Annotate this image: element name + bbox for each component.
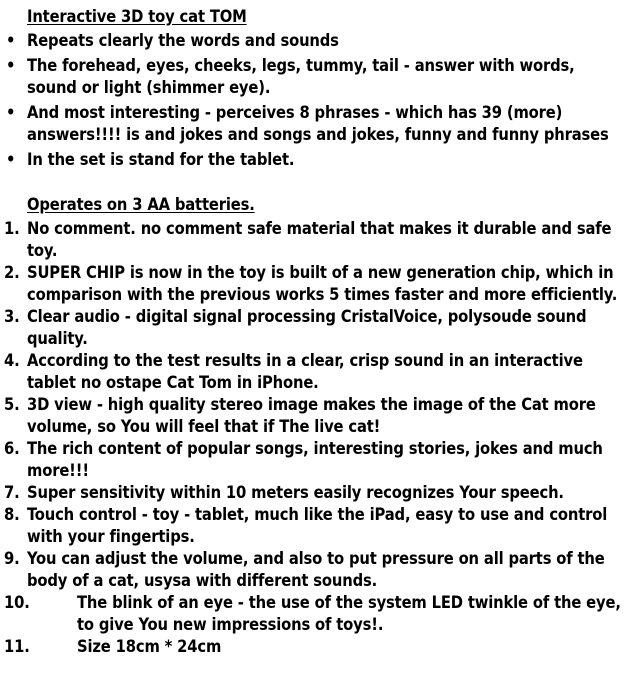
item-text: Touch control - toy - tablet, much like the iPad, easy to use and control with your fingertips. bbox=[27, 505, 608, 546]
item-number: 6. bbox=[4, 439, 20, 458]
item-number: 5. bbox=[4, 395, 20, 414]
list-item bbox=[4, 262, 622, 306]
item-number: 11. bbox=[4, 637, 30, 656]
item-text: The blink of an eye - the use of the system LED twinkle of the eye, to give You new impressions of toys!. bbox=[77, 593, 621, 634]
list-item: • The forehead, eyes, cheeks, legs, tummy, tail - answer with words, sound or light (shimmer eye). bbox=[6, 56, 575, 97]
list-item: • In the set is stand for the tablet. bbox=[6, 150, 295, 169]
feature-numbered-list bbox=[4, 218, 622, 658]
bullet-icon: • bbox=[6, 150, 16, 169]
item-number: 4. bbox=[4, 351, 20, 370]
item-number: 2. bbox=[4, 263, 20, 282]
list-item bbox=[4, 548, 622, 592]
list-item: • Repeats clearly the words and sounds bbox=[6, 31, 339, 50]
list-item bbox=[4, 218, 622, 262]
feature-bullet-list bbox=[4, 30, 622, 171]
item-text: Super sensitivity within 10 meters easily recognizes Your speech. bbox=[27, 483, 564, 502]
item-number: 1. bbox=[4, 219, 20, 238]
list-item bbox=[4, 636, 622, 658]
bullet-icon: • bbox=[6, 103, 16, 122]
list-item bbox=[4, 394, 622, 438]
item-text: The rich content of popular songs, interesting stories, jokes and much more!!! bbox=[27, 439, 603, 480]
list-item: • And most interesting - perceives 8 phrases - which has 39 (more) answers!!!! is and jokes and songs and jokes, funny and funny phrases bbox=[6, 103, 609, 144]
item-text: 3D view - high quality stereo image makes the image of the Cat more volume, so You will feel that if The live cat! bbox=[27, 395, 596, 436]
item-number: 9. bbox=[4, 549, 20, 568]
item-number: 7. bbox=[4, 483, 20, 502]
item-number: 10. bbox=[4, 593, 30, 612]
product-title: Interactive 3D toy cat TOM bbox=[27, 7, 247, 26]
item-number: 8. bbox=[4, 505, 20, 524]
list-item bbox=[4, 592, 622, 636]
item-text: Clear audio - digital signal processing CristalVoice, polysoude sound quality. bbox=[27, 307, 587, 348]
list-item bbox=[4, 482, 622, 504]
item-text: SUPER CHIP is now in the toy is built of a new generation chip, which in comparison with the previous works 5 times faster and more efficiently. bbox=[27, 263, 618, 304]
bullet-icon: • bbox=[6, 56, 16, 75]
item-number: 3. bbox=[4, 307, 20, 326]
item-text: According to the test results in a clear, crisp sound in an interactive tablet no ostape Cat Tom in iPhone. bbox=[27, 351, 583, 392]
list-item bbox=[4, 438, 622, 482]
item-text: No comment. no comment safe material that makes it durable and safe toy. bbox=[27, 219, 612, 260]
list-item bbox=[4, 504, 622, 548]
batteries-heading: Operates on 3 AA batteries. bbox=[27, 195, 255, 214]
item-text: Size 18cm * 24cm bbox=[77, 637, 222, 656]
item-text: You can adjust the volume, and also to put pressure on all parts of the body of a cat, usysa with different sounds. bbox=[27, 549, 605, 590]
list-item bbox=[4, 306, 622, 350]
bullet-icon: • bbox=[6, 31, 16, 50]
list-item bbox=[4, 350, 622, 394]
